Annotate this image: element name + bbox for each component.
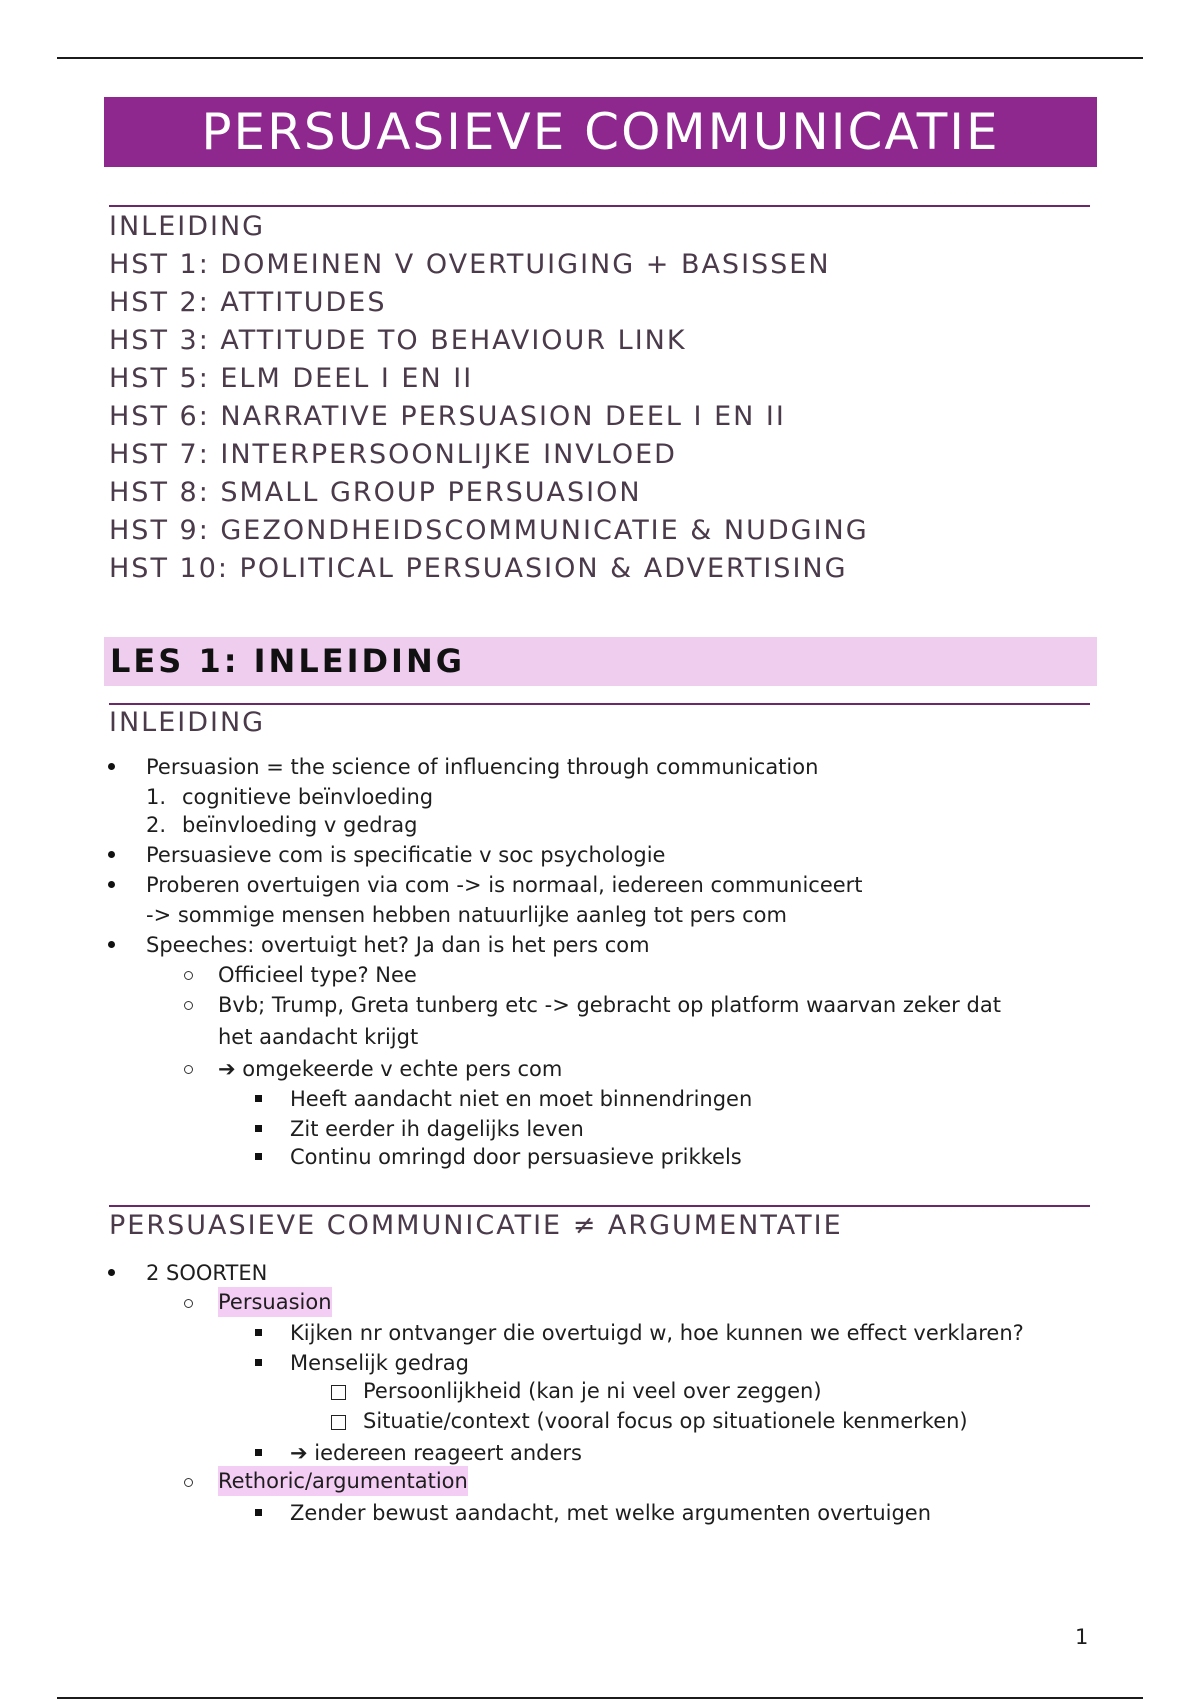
square-bullet-icon <box>255 1125 262 1132</box>
bullet-icon <box>108 1269 115 1276</box>
page-top-rule <box>57 57 1143 59</box>
checkbox-icon <box>331 1385 346 1400</box>
list-item: Persoonlijkheid (kan je ni veel over zeggen) <box>363 1379 822 1403</box>
toc-entry[interactable]: HST 10: POLITICAL PERSUASION & ADVERTISING <box>109 553 848 584</box>
arrow-right-icon: ➔ <box>290 1441 308 1465</box>
bullet-icon <box>108 941 115 948</box>
circle-bullet-icon <box>184 1478 193 1487</box>
square-bullet-icon <box>255 1095 262 1102</box>
toc-entry[interactable]: HST 1: DOMEINEN V OVERTUIGING + BASISSEN <box>109 249 831 280</box>
list-item: 2 SOORTEN <box>146 1261 268 1285</box>
section-heading-inleiding: INLEIDING <box>109 707 266 738</box>
list-item: Bvb; Trump, Greta tunberg etc -> gebracht op platform waarvan zeker dat <box>218 993 1001 1017</box>
list-item <box>290 1438 582 1468</box>
list-item: Speeches: overtuigt het? Ja dan is het pers com <box>146 933 650 957</box>
highlighted-term: Rethoric/argumentation <box>218 1466 468 1496</box>
list-item: Zit eerder ih dagelijks leven <box>290 1117 584 1141</box>
list-item: Heeft aandacht niet en moet binnendringen <box>290 1087 753 1111</box>
toc-entry[interactable]: HST 5: ELM DEEL I EN II <box>109 363 474 394</box>
section-rule <box>109 703 1090 705</box>
list-item-continuation: het aandacht krijgt <box>218 1025 419 1049</box>
list-number: 2. <box>146 813 167 837</box>
list-item: Zender bewust aandacht, met welke argumenten overtuigen <box>290 1501 932 1525</box>
list-item: Persuasion = the science of influencing through communication <box>146 755 819 779</box>
document-title: PERSUASIEVE COMMUNICATIE <box>104 97 1097 167</box>
toc-entry[interactable]: HST 8: SMALL GROUP PERSUASION <box>109 477 642 508</box>
bullet-icon <box>108 763 115 770</box>
list-item: Continu omringd door persuasieve prikkels <box>290 1145 742 1169</box>
square-bullet-icon <box>255 1509 262 1516</box>
square-bullet-icon <box>255 1153 262 1160</box>
page-bottom-rule <box>57 1697 1143 1699</box>
circle-bullet-icon <box>184 1065 193 1074</box>
toc-entry[interactable]: HST 9: GEZONDHEIDSCOMMUNICATIE & NUDGING <box>109 515 869 546</box>
toc-entry[interactable]: HST 3: ATTITUDE TO BEHAVIOUR LINK <box>109 325 687 356</box>
bullet-icon <box>108 881 115 888</box>
table-of-contents <box>109 208 869 588</box>
list-item: Menselijk gedrag <box>290 1351 469 1375</box>
list-item: Officieel type? Nee <box>218 963 417 987</box>
list-item: Kijken nr ontvanger die overtuigd w, hoe kunnen we effect verklaren? <box>290 1321 1024 1345</box>
page-number: 1 <box>1075 1625 1089 1649</box>
list-number: 1. <box>146 785 167 809</box>
section-rule <box>109 1205 1090 1207</box>
list-item: cognitieve beïnvloeding <box>182 785 434 809</box>
arrow-right-icon: ➔ <box>218 1057 236 1081</box>
square-bullet-icon <box>255 1449 262 1456</box>
toc-top-rule <box>109 205 1090 207</box>
list-item-text: iedereen reageert anders <box>314 1441 582 1465</box>
toc-entry[interactable]: HST 2: ATTITUDES <box>109 287 387 318</box>
list-item-text: omgekeerde v echte pers com <box>242 1057 563 1081</box>
highlighted-term: Persuasion <box>218 1287 332 1317</box>
square-bullet-icon <box>255 1329 262 1336</box>
lesson-heading: LES 1: INLEIDING <box>104 637 1097 686</box>
list-item <box>218 1054 562 1084</box>
checkbox-icon <box>331 1415 346 1430</box>
section-heading-argumentatie: PERSUASIEVE COMMUNICATIE ≠ ARGUMENTATIE <box>109 1210 843 1241</box>
toc-entry[interactable]: INLEIDING <box>109 211 266 242</box>
toc-entry[interactable]: HST 7: INTERPERSOONLIJKE INVLOED <box>109 439 677 470</box>
circle-bullet-icon <box>184 1299 193 1308</box>
list-item: beïnvloeding v gedrag <box>182 813 418 837</box>
list-item: Proberen overtuigen via com -> is normaal, iedereen communiceert <box>146 873 863 897</box>
circle-bullet-icon <box>184 1001 193 1010</box>
list-item-continuation: -> sommige mensen hebben natuurlijke aanleg tot pers com <box>146 903 787 927</box>
bullet-icon <box>108 851 115 858</box>
list-item: Persuasieve com is specificatie v soc psychologie <box>146 843 666 867</box>
circle-bullet-icon <box>184 971 193 980</box>
list-item: Situatie/context (vooral focus op situationele kenmerken) <box>363 1409 968 1433</box>
square-bullet-icon <box>255 1359 262 1366</box>
toc-entry[interactable]: HST 6: NARRATIVE PERSUASION DEEL I EN II <box>109 401 786 432</box>
